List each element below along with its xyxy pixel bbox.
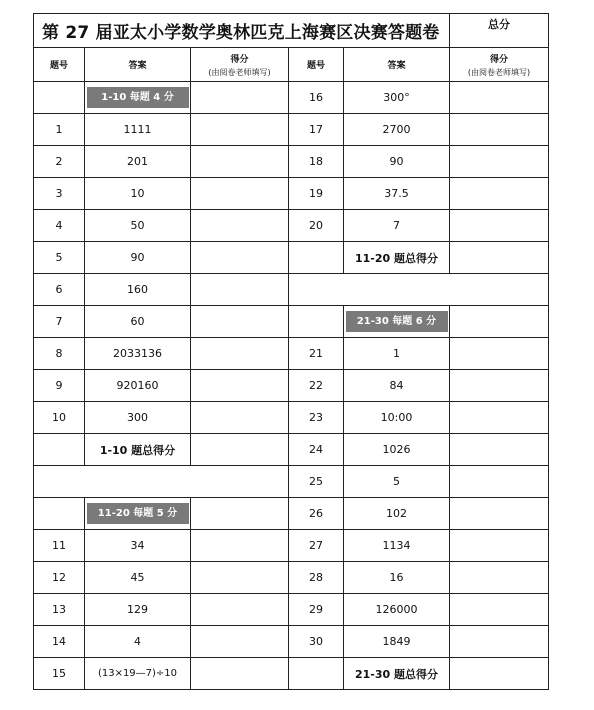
table-row [34, 626, 549, 658]
score-cell[interactable] [450, 466, 549, 498]
header-score-label: 得分 [230, 54, 249, 65]
question-number: 6 [34, 274, 85, 306]
score-cell[interactable] [191, 274, 289, 306]
question-number: 21 [289, 338, 344, 370]
blank-spacer-cell [34, 466, 289, 498]
score-cell[interactable] [191, 210, 289, 242]
answer-cell: 37.5 [344, 178, 450, 210]
empty-cell [289, 306, 344, 338]
table-row [34, 114, 549, 146]
score-cell[interactable] [450, 178, 549, 210]
score-cell[interactable] [191, 562, 289, 594]
empty-cell [289, 242, 344, 274]
table-row [34, 498, 549, 530]
section-band-cell [85, 498, 191, 530]
answer-cell: 90 [344, 146, 450, 178]
table-row [34, 338, 549, 370]
section-band-21-30: 21-30 每题 6 分 [346, 311, 448, 332]
answer-cell: 10:00 [344, 402, 450, 434]
score-cell[interactable] [191, 242, 289, 274]
question-number: 15 [34, 658, 85, 690]
page-title: 第 27 届亚太小学数学奥林匹克上海赛区决赛答题卷 [34, 14, 450, 48]
answer-cell: 201 [85, 146, 191, 178]
table-row [34, 434, 549, 466]
score-cell[interactable] [191, 626, 289, 658]
question-number: 8 [34, 338, 85, 370]
header-number-right: 题号 [289, 48, 344, 82]
question-number: 19 [289, 178, 344, 210]
score-cell[interactable] [450, 210, 549, 242]
question-number: 7 [34, 306, 85, 338]
subtotal-score-cell[interactable] [191, 434, 289, 466]
section-band-11-20: 11-20 每题 5 分 [87, 503, 189, 524]
question-number: 10 [34, 402, 85, 434]
answer-cell: 45 [85, 562, 191, 594]
empty-cell [34, 498, 85, 530]
question-number: 27 [289, 530, 344, 562]
header-score-right [450, 48, 549, 82]
score-cell[interactable] [191, 178, 289, 210]
answer-cell: 129 [85, 594, 191, 626]
score-cell[interactable] [191, 146, 289, 178]
empty-cell [191, 498, 289, 530]
score-cell[interactable] [450, 434, 549, 466]
score-cell[interactable] [450, 114, 549, 146]
table-row [34, 178, 549, 210]
answer-cell: 300° [344, 82, 450, 114]
question-number: 28 [289, 562, 344, 594]
table-row [34, 210, 549, 242]
answer-cell: 1111 [85, 114, 191, 146]
question-number: 20 [289, 210, 344, 242]
score-cell[interactable] [450, 402, 549, 434]
question-number: 4 [34, 210, 85, 242]
subtotal-score-cell[interactable] [450, 242, 549, 274]
table-row [34, 242, 549, 274]
question-number: 26 [289, 498, 344, 530]
header-score-label: 得分 [490, 54, 509, 65]
answer-table [33, 13, 549, 690]
answer-sheet [33, 13, 548, 683]
section-band-cell [85, 82, 191, 114]
answer-cell: 1026 [344, 434, 450, 466]
table-row [34, 274, 549, 306]
question-number: 16 [289, 82, 344, 114]
header-row [34, 48, 549, 82]
score-cell[interactable] [450, 562, 549, 594]
score-cell[interactable] [450, 626, 549, 658]
table-row [34, 562, 549, 594]
question-number: 22 [289, 370, 344, 402]
question-number: 9 [34, 370, 85, 402]
answer-cell: 126000 [344, 594, 450, 626]
answer-cell: 160 [85, 274, 191, 306]
question-number: 2 [34, 146, 85, 178]
header-number-left: 题号 [34, 48, 85, 82]
score-cell[interactable] [450, 594, 549, 626]
header-score-left [191, 48, 289, 82]
question-number: 14 [34, 626, 85, 658]
score-cell[interactable] [191, 114, 289, 146]
section-band-cell [344, 306, 450, 338]
answer-cell: 16 [344, 562, 450, 594]
answer-cell: 920160 [85, 370, 191, 402]
score-cell[interactable] [450, 530, 549, 562]
answer-cell: 2700 [344, 114, 450, 146]
question-number: 11 [34, 530, 85, 562]
table-row [34, 594, 549, 626]
empty-cell [289, 658, 344, 690]
total-score-label: 总分 [450, 14, 549, 48]
score-cell[interactable] [191, 306, 289, 338]
question-number: 3 [34, 178, 85, 210]
score-cell[interactable] [191, 82, 289, 114]
answer-cell: 60 [85, 306, 191, 338]
question-number: 18 [289, 146, 344, 178]
answer-cell: 1134 [344, 530, 450, 562]
score-cell[interactable] [450, 146, 549, 178]
subtotal-label-1-10: 1-10 题总得分 [85, 434, 191, 466]
empty-cell [34, 434, 85, 466]
score-cell[interactable] [450, 82, 549, 114]
question-number: 13 [34, 594, 85, 626]
blank-spacer-cell [289, 274, 549, 306]
score-cell[interactable] [450, 498, 549, 530]
answer-cell: 1 [344, 338, 450, 370]
score-cell[interactable] [191, 338, 289, 370]
answer-cell: 5 [344, 466, 450, 498]
answer-cell: 300 [85, 402, 191, 434]
table-row [34, 82, 549, 114]
subtotal-score-cell[interactable] [450, 658, 549, 690]
table-row [34, 530, 549, 562]
table-row [34, 370, 549, 402]
answer-cell: 1849 [344, 626, 450, 658]
table-row [34, 658, 549, 690]
header-score-note: (由阅卷老师填写) [208, 67, 271, 77]
table-row [34, 402, 549, 434]
question-number: 24 [289, 434, 344, 466]
answer-cell: (13×19—7)÷10 [85, 658, 191, 690]
question-number: 29 [289, 594, 344, 626]
answer-cell: 34 [85, 530, 191, 562]
answer-cell: 102 [344, 498, 450, 530]
question-number: 25 [289, 466, 344, 498]
subtotal-label-21-30: 21-30 题总得分 [344, 658, 450, 690]
table-row [34, 466, 549, 498]
question-number: 5 [34, 242, 85, 274]
score-cell[interactable] [191, 530, 289, 562]
question-number: 12 [34, 562, 85, 594]
answer-cell: 84 [344, 370, 450, 402]
question-number: 1 [34, 114, 85, 146]
empty-cell [34, 82, 85, 114]
section-band-1-10: 1-10 每题 4 分 [87, 87, 189, 108]
score-cell[interactable] [191, 594, 289, 626]
header-answer-right: 答案 [344, 48, 450, 82]
answer-cell: 2033136 [85, 338, 191, 370]
answer-cell: 90 [85, 242, 191, 274]
table-row [34, 146, 549, 178]
question-number: 30 [289, 626, 344, 658]
question-number: 23 [289, 402, 344, 434]
empty-cell [450, 306, 549, 338]
answer-cell: 50 [85, 210, 191, 242]
header-answer-left: 答案 [85, 48, 191, 82]
score-cell[interactable] [450, 338, 549, 370]
title-row [34, 14, 549, 48]
table-row [34, 306, 549, 338]
answer-cell: 7 [344, 210, 450, 242]
question-number: 17 [289, 114, 344, 146]
score-cell[interactable] [191, 370, 289, 402]
score-cell[interactable] [450, 370, 549, 402]
score-cell[interactable] [191, 658, 289, 690]
subtotal-label-11-20: 11-20 题总得分 [344, 242, 450, 274]
header-score-note: (由阅卷老师填写) [467, 67, 531, 77]
answer-cell: 10 [85, 178, 191, 210]
score-cell[interactable] [191, 402, 289, 434]
answer-cell: 4 [85, 626, 191, 658]
